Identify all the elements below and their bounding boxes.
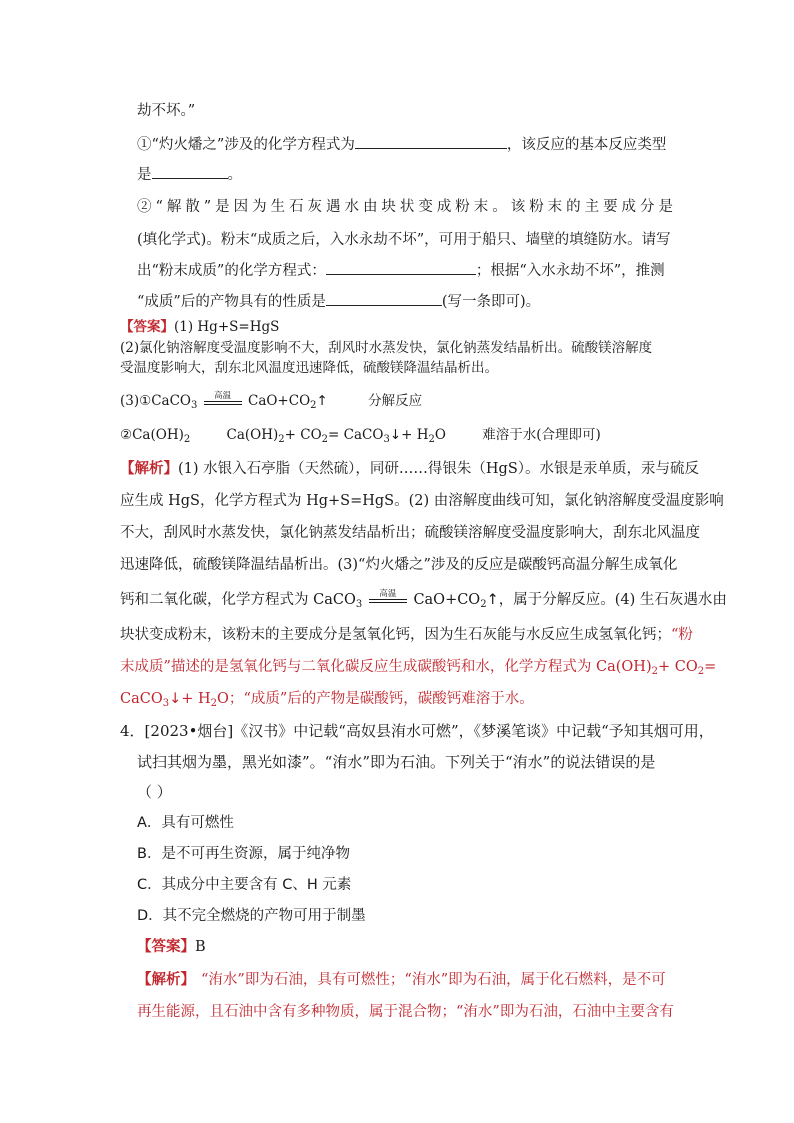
text-span: (写一条即可)。 xyxy=(441,294,541,310)
text-span: 出“粉末成质”的化学方程式： xyxy=(137,263,326,279)
precipitate-arrow-icon: ↓ xyxy=(169,691,182,707)
answer-tag: 【答案】 xyxy=(137,938,195,955)
condition-label: 高温 xyxy=(214,390,232,401)
analysis-line xyxy=(120,657,716,682)
formula-text: + H xyxy=(401,427,429,443)
analysis-tag: 【解析】 xyxy=(137,971,195,988)
formula-text: O xyxy=(434,427,446,443)
question-4-line xyxy=(120,721,714,741)
condition-label: 高温 xyxy=(379,589,397,599)
formula-text: ②Ca(OH) xyxy=(120,427,184,443)
analysis-text-red: “成质”后的产物是碳酸钙，碳酸钙难溶于水。 xyxy=(243,691,534,707)
answer-text: (1) Hg+S=HgS xyxy=(174,319,280,335)
question-4-paren: （ ） xyxy=(137,783,172,801)
answer-line xyxy=(120,425,601,450)
analysis-line: 应生成 HgS，化学方程式为 Hg+S=HgS。(2) 由溶解度曲线可知，氯化钠溶解度受温度影响 xyxy=(120,493,724,509)
subscript: 2 xyxy=(697,666,705,677)
property-text: 难溶于水(合理即可) xyxy=(482,427,601,443)
formula-text: = CaCO xyxy=(328,427,384,443)
question-line xyxy=(137,164,242,185)
analysis-line xyxy=(120,459,699,479)
subscript: 3 xyxy=(383,434,390,445)
precipitate-arrow-icon: ↓ xyxy=(389,427,402,443)
question-line xyxy=(137,134,666,155)
text-span: 是 xyxy=(137,167,152,183)
analysis-text-red: + CO xyxy=(657,659,698,675)
answer-line: (2)氯化钠溶解度受温度影响不大，刮风时水蒸发快，氯化钠蒸发结晶析出。硫酸镁溶解度 xyxy=(120,340,653,356)
answer-tag: 【答案】 xyxy=(120,319,174,335)
subscript: 3 xyxy=(191,400,198,411)
analysis-line xyxy=(120,590,727,615)
analysis-line: 迅速降低，硫酸镁降温结晶析出。(3)“灼火燔之”涉及的反应是碳酸钙高温分解生成氧化 xyxy=(120,557,678,573)
question-text: [2023•烟台]《汉书》中记载“高奴县洧水可燃”，《梦溪笔谈》中记载“予知其烟可用， xyxy=(144,722,714,740)
analysis-line: 不大，刮风时水蒸发快，氯化钠蒸发结晶析出；硫酸镁溶解度受温度影响大，刮东北风温度 xyxy=(120,525,700,541)
option-b[interactable]: B．是不可再生资源，属于纯净物 xyxy=(137,846,350,862)
analysis-line: 再生能源，且石油中含有多种物质，属于混合物；“洧水”即为石油，石油中主要含有 xyxy=(137,1004,674,1020)
text-span: “成质”后的产物具有的性质是 xyxy=(137,294,326,310)
reaction-type: 分解反应 xyxy=(368,393,423,409)
answer-blank xyxy=(326,291,442,306)
analysis-text-red: CaCO xyxy=(120,691,163,707)
formula-text: (3)①CaCO xyxy=(120,393,192,409)
text-span: ①“灼火燔之”涉及的化学方程式为 xyxy=(137,137,355,153)
text-line: 劫不坏。” xyxy=(137,103,196,119)
subscript: 2 xyxy=(480,599,487,610)
answer-blank xyxy=(355,134,507,149)
answer-line xyxy=(120,391,422,416)
text-span: 。 xyxy=(227,167,242,183)
subscript: 3 xyxy=(162,698,170,709)
reaction-condition xyxy=(369,589,407,603)
equals-bar xyxy=(369,599,407,603)
analysis-text: ，属于分解反应。(4) 生石灰遇水由 xyxy=(498,592,727,608)
question-line xyxy=(137,291,540,312)
answer-blank xyxy=(326,260,476,275)
equals-bar xyxy=(204,401,242,405)
answer-line: 受温度影响大，刮东北风温度迅速降低，硫酸镁降温结晶析出。 xyxy=(120,360,498,376)
reaction-condition xyxy=(204,391,242,405)
analysis-line xyxy=(137,970,666,990)
text-span: ；根据“入水永劫不坏”，推测 xyxy=(475,263,665,279)
subscript: 2 xyxy=(428,434,435,445)
option-d[interactable]: D．其不完全燃烧的产物可用于制墨 xyxy=(137,908,366,924)
analysis-text-red: = xyxy=(704,659,717,675)
analysis-text-red: “粉 xyxy=(671,627,693,643)
subscript: 2 xyxy=(651,666,658,677)
option-c[interactable]: C．其成分中主要含有 C、H 元素 xyxy=(137,877,352,893)
formula-text: Ca(OH) xyxy=(226,427,279,443)
gas-arrow-icon: ↑ xyxy=(316,393,328,409)
analysis-text-red: O； xyxy=(217,691,244,707)
answer-line xyxy=(137,937,206,957)
analysis-text: 钙和二氧化碳，化学方程式为 CaCO xyxy=(120,592,356,608)
subscript: 2 xyxy=(321,434,329,445)
answer-line xyxy=(120,317,279,337)
analysis-text: 块状变成粉末，该粉末的主要成分是氢氧化钙，因为生石灰能与水反应生成氢氧化钙； xyxy=(120,627,671,643)
subscript: 2 xyxy=(183,434,191,445)
question-line: (填化学式)。粉末“成质之后，入水永劫不坏”，可用于船只、墙壁的填缝防水。请写 xyxy=(137,232,671,248)
question-number: 4． xyxy=(120,722,145,740)
subscript: 2 xyxy=(278,434,285,445)
analysis-text: CaO+CO xyxy=(413,592,481,608)
text-span: ，该反应的基本反应类型 xyxy=(506,137,667,153)
formula-text: CaO+CO xyxy=(247,393,311,409)
analysis-text: (1) 水银入石亭脂（天然硫），同研……得银朱（HgS）。水银是汞单质，汞与硫反 xyxy=(178,461,700,477)
subscript: 3 xyxy=(355,599,363,610)
question-4-line: 试扫其烟为墨，黑光如漆”。“洧水”即为石油。下列关于“洧水”的说法错误的是 xyxy=(137,753,656,771)
analysis-text-red: 末成质”描述的是氢氧化钙与二氧化碳反应生成碳酸钙和水，化学方程式为 Ca(OH) xyxy=(120,659,652,675)
formula-text: + CO xyxy=(284,427,322,443)
analysis-tag: 【解析】 xyxy=(120,460,178,477)
option-a[interactable]: A．具有可燃性 xyxy=(137,815,234,831)
analysis-text-red: + H xyxy=(181,691,211,707)
analysis-line xyxy=(120,689,534,714)
subscript: 2 xyxy=(310,400,317,411)
answer-value: B xyxy=(195,939,206,955)
gas-arrow-icon: ↑ xyxy=(486,592,499,608)
analysis-line xyxy=(120,625,693,645)
question-line: ②“解散”是因为生石灰遇水由块状变成粉末。该粉末的主要成分是 xyxy=(137,199,673,215)
question-line xyxy=(137,260,665,281)
subscript: 2 xyxy=(210,698,218,709)
answer-blank xyxy=(152,164,228,179)
analysis-text-red: “洧水”即为石油，具有可燃性；“洧水”即为石油，属于化石燃料，是不可 xyxy=(201,972,666,988)
